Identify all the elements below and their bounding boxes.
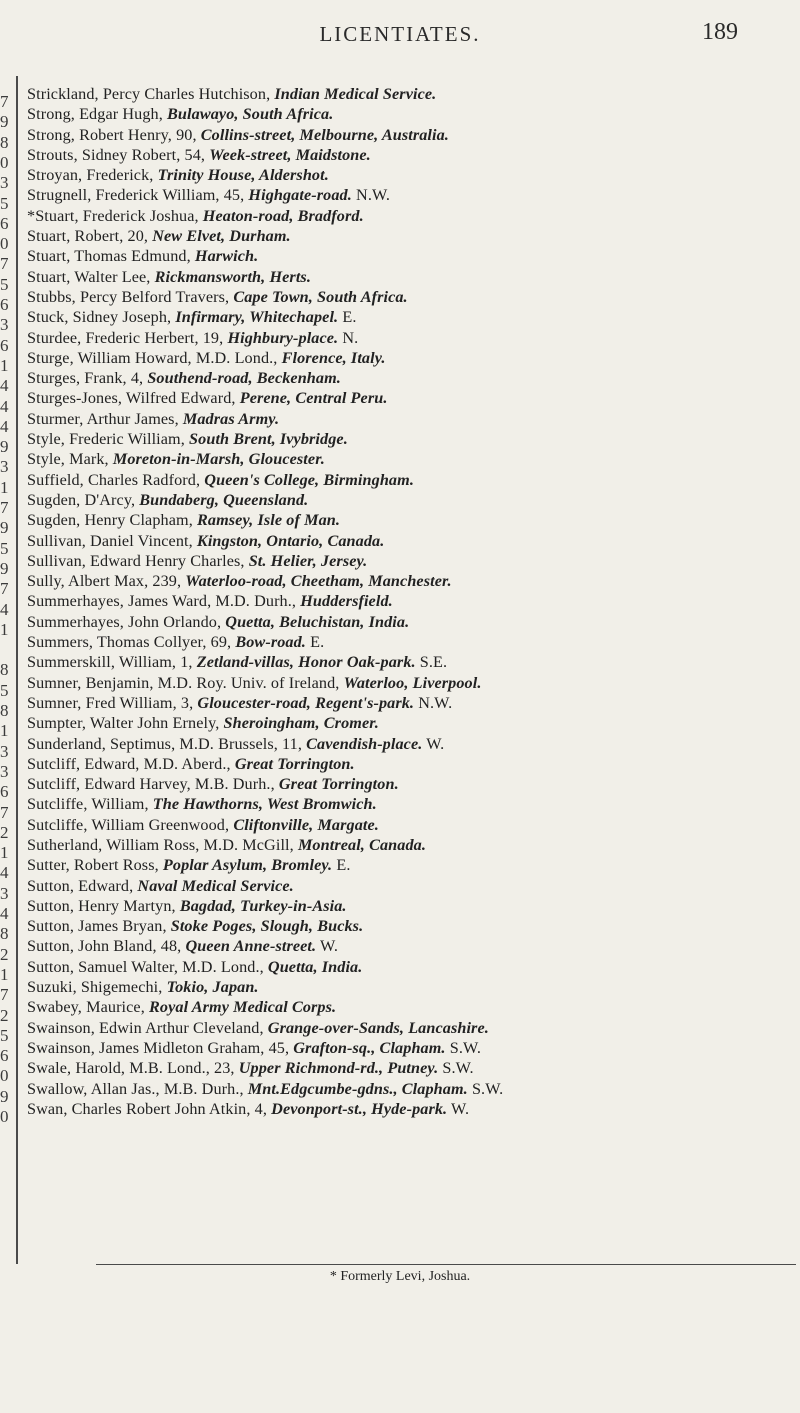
entry-district: W. [316,937,339,956]
entry-name: Summerhayes, John Orlando, [27,612,226,631]
entry-name: Strugnell, Frederick William, 45, [27,186,249,205]
directory-entry [27,125,764,145]
column-rule [16,76,18,1264]
entry-district: S.W. [445,1038,482,1057]
entry-name: Swan, Charles Robert John Atkin, 4, [27,1099,272,1118]
directory-entry [27,997,764,1017]
directory-entry [27,1058,764,1078]
entry-district: N. [338,328,359,347]
directory-entry [27,632,764,652]
entry-district: W. [447,1099,470,1118]
entry-name: Sturges, Frank, 4, [27,369,148,388]
entry-name: Sutcliff, Edward, M.D. Aberd., [27,754,235,773]
directory-entry [27,916,764,936]
entry-name: Suzuki, Shigemechi, [27,978,167,997]
entry-name: Stuart, Robert, 20, [27,227,153,246]
left-margin-numbers [0,90,16,1250]
margin-number: 0 [0,234,9,254]
margin-number: 6 [0,295,9,314]
entry-place: Royal Army Medical Corps. [149,998,337,1017]
directory-entry [27,246,764,266]
directory-entry [27,429,764,449]
running-title: LICENTIATES. [319,22,481,46]
margin-number: 9 [0,1086,9,1106]
directory-entry [27,1018,764,1038]
entry-place: Cliftonville, Margate. [233,815,379,834]
entry-name: Strouts, Sidney Robert, 54, [27,145,210,164]
entry-name: Sutcliffe, William, [27,795,153,814]
entry-name: Sunderland, Septimus, M.D. Brussels, 11, [27,734,307,753]
margin-number: 3 [0,173,9,193]
entry-place: Perene, Central Peru. [239,389,388,408]
margin-number: 3 [0,457,9,477]
margin-number: 5 [0,274,9,294]
directory-entry [27,551,764,571]
entry-place: Highbury-place. [227,328,339,347]
entry-name: Summers, Thomas Collyer, 69, [27,633,236,652]
entry-name: Sturge, William Howard, M.D. Lond., [27,348,282,367]
entry-place: Ramsey, Isle of Man. [197,511,341,530]
entry-place: Queen's College, Birmingham. [204,470,414,489]
entry-name: Stuart, Thomas Edmund, [27,247,195,266]
entry-place: Harwich. [194,247,259,266]
margin-number: 3 [0,315,9,335]
entry-marker: * [27,206,36,225]
entry-place: Infirmary, Whitechapel. [175,308,339,327]
directory-entry [27,531,764,551]
entry-name: Swale, Harold, M.B. Lond., 23, [27,1059,239,1078]
directory-entry [27,226,764,246]
footnote: * Formerly Levi, Joshua. [329,1269,471,1284]
directory-entry [27,652,764,672]
directory-entry [27,267,764,287]
margin-number [0,640,16,660]
directory-entry [27,673,764,693]
entry-place: Zetland-villas, Honor Oak-park. [196,653,416,672]
directory-entry [27,84,764,104]
margin-number: 4 [0,396,9,416]
entry-place: Trinity House, Aldershot. [157,166,329,185]
directory-entry [27,591,764,611]
margin-number: 1 [0,477,9,497]
margin-number: 4 [0,376,9,396]
entry-name: Sutcliffe, William Greenwood, [27,815,234,834]
entry-name: Swabey, Maurice, [27,998,150,1017]
entry-name: Stroyan, Frederick, [27,166,158,185]
entry-name: Stuart, Walter Lee, [27,267,155,286]
directory-entry [27,490,764,510]
entry-place: Gloucester-road, Regent's-park. [197,693,415,712]
entry-name: Strickland, Percy Charles Hutchison, [27,85,275,103]
entry-name: Sutter, Robert Ross, [27,856,163,875]
entry-place: Waterloo, Liverpool. [343,673,482,692]
margin-number: 6 [0,1046,9,1066]
entry-place: Collins-street, Melbourne, Australia. [200,125,449,144]
entry-name: Summerskill, William, 1, [27,653,197,672]
margin-number: 0 [0,152,9,172]
directory-entry [27,693,764,713]
margin-number: 9 [0,437,9,457]
directory-entry [27,734,764,754]
margin-number: 8 [0,701,9,720]
entry-district: E. [305,633,325,652]
entry-place: Kingston, Ontario, Canada. [196,531,385,550]
entry-place: Mnt.Edgcumbe-gdns., Clapham. [247,1079,468,1098]
directory-entry [27,307,764,327]
entry-name: Sullivan, Edward Henry Charles, [27,551,249,570]
entry-name: Swainson, Edwin Arthur Cleveland, [27,1018,268,1037]
directory-entry [27,287,764,307]
entry-name: Sutton, John Bland, 48, [27,937,186,956]
entry-name: Sumpter, Walter John Ernely, [27,714,224,733]
entry-name: Stuck, Sidney Joseph, [27,308,176,327]
entry-name: Sullivan, Daniel Vincent, [27,531,197,550]
margin-number: 0 [0,1066,9,1086]
entry-place: Cape Town, South Africa. [233,287,408,306]
margin-number: 4 [0,863,9,883]
entry-place: Poplar Asylum, Bromley. [162,856,333,875]
directory-entry [27,936,764,956]
margin-number: 7 [0,985,9,1005]
entry-place: Great Torrington. [278,775,399,794]
entry-district: E. [332,856,351,875]
margin-number: 7 [0,498,9,517]
entry-name: Sturges-Jones, Wilfred Edward, [27,389,240,408]
entry-place: Week-street, Maidstone. [209,145,371,164]
entry-name: Style, Frederic William, [27,430,190,449]
directory-entry [27,348,764,368]
entry-place: Southend-road, Beckenham. [147,369,341,388]
entry-name: Sutton, Samuel Walter, M.D. Lond., [27,957,268,976]
entry-district: S.W. [438,1059,474,1078]
margin-number: 3 [0,741,9,761]
entry-place: Devonport-st., Hyde-park. [271,1099,448,1118]
directory-entry [27,815,764,835]
margin-number: 2 [0,1005,9,1025]
entry-place: Great Torrington. [234,754,355,773]
entry-name: Sutherland, William Ross, M.D. McGill, [27,835,298,854]
entry-place: Grange-over-Sands, Lancashire. [267,1018,489,1037]
directory-entry [27,713,764,733]
margin-number: 1 [0,721,9,741]
directory-entry [27,388,764,408]
entry-name: Sugden, D'Arcy, [27,490,140,509]
margin-number: 7 [0,802,9,822]
entry-place: Grafton-sq., Clapham. [293,1038,446,1057]
entry-place: Huddersfield. [300,592,393,611]
directory-entry [27,409,764,429]
entry-place: Cavendish-place. [306,734,423,753]
entry-name: Sutcliff, Edward Harvey, M.B. Durh., [27,775,279,794]
entry-name: Sumner, Benjamin, M.D. Roy. Univ. of Ireland, [27,673,344,692]
entry-place: Montreal, Canada. [297,835,427,854]
entry-place: Highgate-road. [248,186,352,205]
entry-name: Sutton, Edward, [27,876,138,895]
entry-place: Bagdad, Turkey-in-Asia. [179,896,347,915]
margin-number: 7 [0,579,9,599]
directory-entry [27,957,764,977]
margin-number: 2 [0,944,9,964]
entry-district: N.W. [414,693,453,712]
entry-name: Sutton, Henry Martyn, [27,896,180,915]
entry-place: Upper Richmond-rd., Putney. [238,1059,439,1078]
margin-number: 4 [0,416,9,436]
directory-entry [27,571,764,591]
entry-name: Sturdee, Frederic Herbert, 19, [27,328,228,347]
entry-place: Stoke Poges, Slough, Bucks. [170,917,364,936]
directory-entry [27,165,764,185]
entry-name: Sugden, Henry Clapham, [27,511,197,530]
margin-number: 6 [0,335,9,355]
entry-name: Summerhayes, James Ward, M.D. Durh., [27,592,301,611]
margin-number: 2 [0,822,9,842]
entry-place: Bulawayo, South Africa. [167,105,334,124]
directory-entry [27,876,764,896]
entry-name: Strong, Edgar Hugh, [27,105,168,124]
margin-number: 9 [0,112,9,132]
entry-place: Florence, Italy. [281,348,386,367]
margin-number: 5 [0,680,9,700]
margin-number: 8 [0,660,9,680]
margin-number: 3 [0,883,9,903]
entry-list [27,84,764,1119]
entry-place: Indian Medical Service. [274,85,437,103]
entry-name: Sully, Albert Max, 239, [27,572,186,591]
margin-number: 9 [0,518,9,538]
entry-place: Quetta, Beluchistan, India. [225,612,410,631]
margin-number: 6 [0,782,9,802]
entry-place: St. Helier, Jersey. [248,551,368,570]
entry-name: Sumner, Fred William, 3, [27,693,198,712]
entry-place: Queen Anne-street. [185,937,317,956]
margin-number: 5 [0,1025,9,1045]
entry-place: Naval Medical Service. [137,876,294,895]
entry-district: E. [338,308,357,327]
margin-number: 9 [0,558,9,578]
margin-number: 4 [0,904,9,923]
directory-entry [27,896,764,916]
margin-number: 1 [0,964,9,984]
directory-entry [27,206,764,226]
entry-name: Strong, Robert Henry, 90, [27,125,201,144]
margin-number: 5 [0,538,9,558]
entry-place: South Brent, Ivybridge. [189,430,348,449]
margin-number: 8 [0,132,9,152]
entry-name: Stubbs, Percy Belford Travers, [27,287,234,306]
margin-number: 6 [0,213,9,233]
margin-number: 1 [0,355,9,375]
directory-entry [27,328,764,348]
margin-number: 1 [0,619,9,639]
directory-entry [27,510,764,530]
entry-place: Tokio, Japan. [166,978,259,997]
entry-name: Suffield, Charles Radford, [27,470,205,489]
entry-name: Style, Mark, [27,450,113,469]
entry-district: W. [422,734,445,753]
margin-number: 0 [0,1107,9,1126]
entry-name: Stuart, Frederick Joshua, [35,206,203,225]
directory-entry [27,104,764,124]
entry-place: The Hawthorns, West Bromwich. [152,795,377,814]
entry-district: S.E. [415,653,448,672]
entry-place: Madras Army. [182,409,280,428]
directory-entry [27,1099,764,1119]
directory-entry [27,449,764,469]
directory-entry [27,470,764,490]
directory-entry [27,977,764,997]
margin-number: 7 [0,254,9,274]
directory-entry [27,1038,764,1058]
margin-number: 3 [0,761,9,781]
directory-entry [27,1079,764,1099]
directory-entry [27,855,764,875]
entry-place: Heaton-road, Bradford. [202,206,364,225]
directory-entry [27,794,764,814]
entry-place: Rickmansworth, Herts. [154,267,311,286]
directory-entry [27,835,764,855]
directory-entry [27,612,764,632]
entry-name: Sturmer, Arthur James, [27,409,183,428]
entry-name: Swallow, Allan Jas., M.B. Durh., [27,1079,248,1098]
entry-place: Waterloo-road, Cheetham, Manchester. [185,572,452,591]
entry-place: New Elvet, Durham. [152,227,291,246]
directory-entry [27,368,764,388]
footnote-rule [96,1264,796,1265]
entry-place: Quetta, India. [267,957,363,976]
entry-place: Moreton-in-Marsh, Gloucester. [112,450,325,469]
entry-place: Bundaberg, Queensland. [139,490,309,509]
page-header [0,16,800,56]
entry-name: Swainson, James Midleton Graham, 45, [27,1038,294,1057]
margin-number: 4 [0,599,9,619]
entry-district: S.W. [467,1079,504,1098]
entry-name: Sutton, James Bryan, [27,917,171,936]
margin-number: 1 [0,843,9,863]
directory-entry [27,774,764,794]
directory-entry [27,145,764,165]
margin-number: 7 [0,92,9,111]
entry-place: Bow-road. [235,633,306,652]
entry-district: N.W. [351,186,391,205]
page-number: 189 [702,19,738,45]
margin-number: 5 [0,193,9,213]
directory-entry [27,754,764,774]
margin-number: 8 [0,924,9,944]
directory-entry [27,185,764,205]
entry-place: Sheroingham, Cromer. [223,714,379,733]
